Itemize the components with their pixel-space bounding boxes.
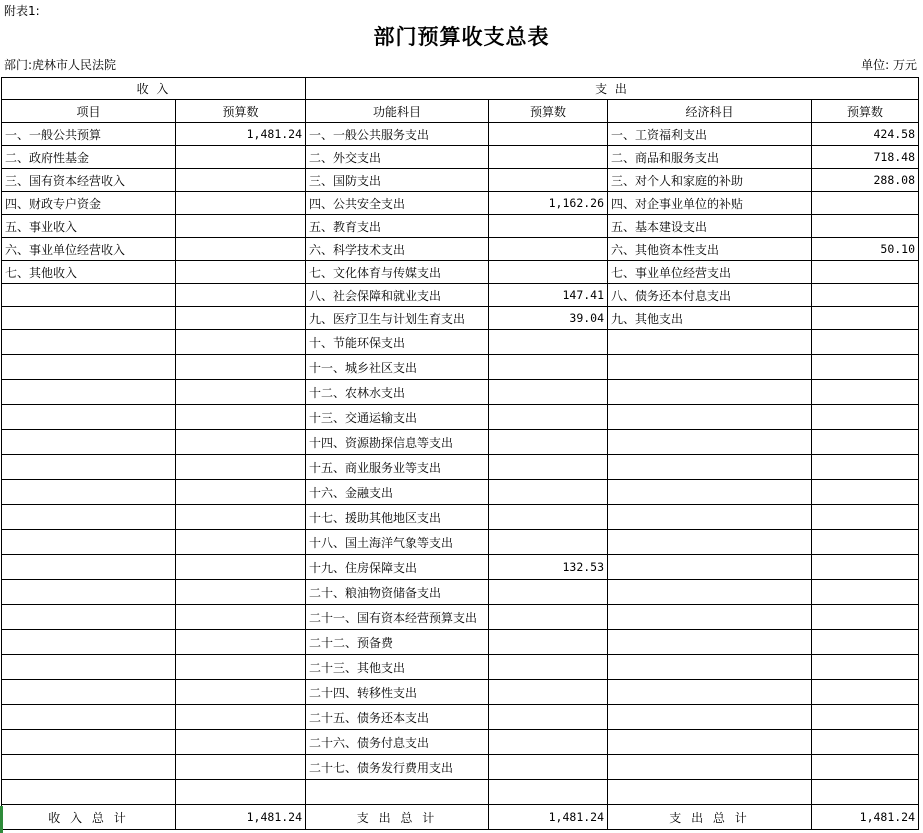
economic-item-cell [608, 505, 812, 530]
function-total-label: 支 出 总 计 [306, 805, 489, 830]
table-row [2, 780, 919, 805]
income-budget-cell [176, 261, 306, 284]
income-budget-cell [176, 730, 306, 755]
expense-header: 支 出 [306, 78, 919, 100]
economic-item-cell [608, 530, 812, 555]
function-total-value: 1,481.24 [489, 805, 608, 830]
economic-item-cell [608, 430, 812, 455]
income-item-cell: 三、国有资本经营收入 [2, 169, 176, 192]
income-budget-cell [176, 284, 306, 307]
income-budget-header: 预算数 [176, 100, 306, 123]
income-budget-cell [176, 580, 306, 605]
function-budget-cell [489, 505, 608, 530]
function-budget-cell: 1,162.26 [489, 192, 608, 215]
table-row [2, 380, 919, 405]
function-header: 功能科目 [306, 100, 489, 123]
economic-item-cell [608, 380, 812, 405]
table-row [2, 530, 919, 555]
economic-budget-cell: 288.08 [812, 169, 919, 192]
income-budget-cell: 1,481.24 [176, 123, 306, 146]
function-budget-cell [489, 530, 608, 555]
income-total-label: 收 入 总 计 [2, 805, 176, 830]
economic-budget-cell [812, 355, 919, 380]
function-item-cell: 十、节能环保支出 [306, 330, 489, 355]
income-budget-cell [176, 480, 306, 505]
function-item-cell: 一、一般公共服务支出 [306, 123, 489, 146]
function-budget-cell [489, 405, 608, 430]
function-item-cell: 二十一、国有资本经营预算支出 [306, 605, 489, 630]
economic-budget-cell [812, 261, 919, 284]
unit-label: 单位: 万元 [861, 58, 917, 72]
income-budget-cell [176, 655, 306, 680]
income-item-cell [2, 455, 176, 480]
economic-budget-cell: 50.10 [812, 238, 919, 261]
income-budget-cell [176, 530, 306, 555]
function-item-cell: 九、医疗卫生与计划生育支出 [306, 307, 489, 330]
income-budget-cell [176, 505, 306, 530]
economic-item-cell [608, 705, 812, 730]
function-budget-cell: 132.53 [489, 555, 608, 580]
function-budget-cell [489, 380, 608, 405]
economic-item-cell: 一、工资福利支出 [608, 123, 812, 146]
income-item-cell: 二、政府性基金 [2, 146, 176, 169]
function-item-cell: 二十二、预备费 [306, 630, 489, 655]
header-row-2 [2, 100, 919, 123]
function-item-cell: 二十三、其他支出 [306, 655, 489, 680]
income-item-cell [2, 730, 176, 755]
function-item-cell: 二十五、债务还本支出 [306, 705, 489, 730]
table-row [2, 430, 919, 455]
economic-item-cell: 六、其他资本性支出 [608, 238, 812, 261]
income-budget-cell [176, 780, 306, 805]
economic-item-cell: 四、对企事业单位的补贴 [608, 192, 812, 215]
income-budget-cell [176, 238, 306, 261]
economic-item-cell [608, 605, 812, 630]
economic-budget-cell [812, 555, 919, 580]
function-budget-cell [489, 605, 608, 630]
table-row [2, 555, 919, 580]
function-budget-cell [489, 330, 608, 355]
economic-item-cell: 五、基本建设支出 [608, 215, 812, 238]
function-item-cell: 十四、资源勘探信息等支出 [306, 430, 489, 455]
income-item-cell [2, 755, 176, 780]
income-item-cell [2, 555, 176, 580]
economic-budget-cell [812, 307, 919, 330]
income-total-value: 1,481.24 [176, 805, 306, 830]
table-row [2, 215, 919, 238]
table-row [2, 630, 919, 655]
economic-budget-cell [812, 284, 919, 307]
economic-budget-cell [812, 680, 919, 705]
function-budget-cell [489, 261, 608, 284]
income-item-cell [2, 430, 176, 455]
table-row [2, 261, 919, 284]
page-title: 部门预算收支总表 [373, 25, 550, 49]
function-item-cell: 二十、粮油物资储备支出 [306, 580, 489, 605]
income-item-cell [2, 355, 176, 380]
function-budget-cell [489, 215, 608, 238]
table-row [2, 330, 919, 355]
economic-budget-cell [812, 580, 919, 605]
income-budget-cell [176, 215, 306, 238]
income-header: 收 入 [2, 78, 306, 100]
table-row [2, 307, 919, 330]
table-row [2, 680, 919, 705]
income-budget-cell [176, 355, 306, 380]
function-budget-cell [489, 655, 608, 680]
economic-item-cell [608, 555, 812, 580]
economic-budget-cell [812, 630, 919, 655]
function-budget-cell [489, 430, 608, 455]
income-item-cell [2, 380, 176, 405]
income-item-cell [2, 307, 176, 330]
function-budget-cell [489, 455, 608, 480]
economic-item-cell [608, 630, 812, 655]
table-row [2, 655, 919, 680]
function-budget-cell [489, 146, 608, 169]
income-budget-cell [176, 705, 306, 730]
economic-budget-cell [812, 330, 919, 355]
economic-budget-cell: 424.58 [812, 123, 919, 146]
function-budget-cell [489, 123, 608, 146]
function-item-cell: 十五、商业服务业等支出 [306, 455, 489, 480]
economic-item-cell [608, 455, 812, 480]
function-item-cell: 十一、城乡社区支出 [306, 355, 489, 380]
economic-item-cell [608, 730, 812, 755]
income-budget-cell [176, 405, 306, 430]
economic-item-cell [608, 405, 812, 430]
table-row [2, 705, 919, 730]
income-budget-cell [176, 680, 306, 705]
income-item-cell: 一、一般公共预算 [2, 123, 176, 146]
function-item-cell: 二十四、转移性支出 [306, 680, 489, 705]
economic-item-cell: 七、事业单位经营支出 [608, 261, 812, 284]
income-item-cell [2, 705, 176, 730]
economic-total-label: 支 出 总 计 [608, 805, 812, 830]
economic-item-cell [608, 780, 812, 805]
function-item-cell: 十三、交通运输支出 [306, 405, 489, 430]
income-item-cell [2, 580, 176, 605]
function-budget-cell [489, 780, 608, 805]
table-row [2, 730, 919, 755]
income-item-cell [2, 480, 176, 505]
economic-item-cell: 三、对个人和家庭的补助 [608, 169, 812, 192]
income-budget-cell [176, 605, 306, 630]
table-row [2, 123, 919, 146]
income-budget-cell [176, 330, 306, 355]
economic-budget-cell [812, 505, 919, 530]
economic-budget-cell [812, 780, 919, 805]
function-budget-cell [489, 169, 608, 192]
function-item-cell: 十六、金融支出 [306, 480, 489, 505]
function-item-cell: 二十七、债务发行费用支出 [306, 755, 489, 780]
function-item-cell: 四、公共安全支出 [306, 192, 489, 215]
economic-budget-cell [812, 530, 919, 555]
income-item-cell [2, 680, 176, 705]
function-item-cell: 二十六、债务付息支出 [306, 730, 489, 755]
totals-row [2, 805, 919, 830]
function-budget-cell [489, 630, 608, 655]
economic-budget-cell [812, 605, 919, 630]
table-row [2, 755, 919, 780]
function-budget-cell [489, 705, 608, 730]
income-budget-cell [176, 380, 306, 405]
function-item-cell: 三、国防支出 [306, 169, 489, 192]
table-row [2, 284, 919, 307]
income-budget-cell [176, 192, 306, 215]
table-row [2, 405, 919, 430]
function-budget-header: 预算数 [489, 100, 608, 123]
economic-budget-cell [812, 730, 919, 755]
economic-item-cell: 八、债务还本付息支出 [608, 284, 812, 307]
economic-budget-cell [812, 755, 919, 780]
economic-item-cell [608, 480, 812, 505]
economic-item-cell [608, 655, 812, 680]
income-budget-cell [176, 755, 306, 780]
economic-budget-header: 预算数 [812, 100, 919, 123]
function-budget-cell [489, 755, 608, 780]
table-row [2, 355, 919, 380]
table-row [2, 505, 919, 530]
table-row [2, 169, 919, 192]
economic-budget-cell [812, 380, 919, 405]
income-item-cell [2, 655, 176, 680]
function-item-cell: 十二、农林水支出 [306, 380, 489, 405]
function-item-cell: 二、外交支出 [306, 146, 489, 169]
income-item-cell [2, 530, 176, 555]
income-item-cell [2, 284, 176, 307]
economic-item-cell [608, 330, 812, 355]
function-item-cell: 七、文化体育与传媒支出 [306, 261, 489, 284]
function-item-cell [306, 780, 489, 805]
income-budget-cell [176, 307, 306, 330]
income-budget-cell [176, 430, 306, 455]
income-budget-cell [176, 630, 306, 655]
function-budget-cell [489, 480, 608, 505]
table-row [2, 455, 919, 480]
economic-header: 经济科目 [608, 100, 812, 123]
function-budget-cell: 147.41 [489, 284, 608, 307]
income-budget-cell [176, 555, 306, 580]
function-item-cell: 十九、住房保障支出 [306, 555, 489, 580]
department-label: 部门:虎林市人民法院 [4, 58, 117, 72]
income-item-cell: 七、其他收入 [2, 261, 176, 284]
header-row-1 [2, 78, 919, 100]
function-budget-cell [489, 238, 608, 261]
economic-budget-cell [812, 405, 919, 430]
table-row [2, 480, 919, 505]
income-budget-cell [176, 455, 306, 480]
table-row [2, 192, 919, 215]
economic-budget-cell [812, 705, 919, 730]
function-item-cell: 十八、国土海洋气象等支出 [306, 530, 489, 555]
economic-budget-cell [812, 215, 919, 238]
row-marker [0, 806, 3, 833]
economic-budget-cell [812, 655, 919, 680]
income-item-cell [2, 630, 176, 655]
income-item-cell [2, 780, 176, 805]
economic-budget-cell [812, 455, 919, 480]
budget-table [1, 77, 919, 830]
economic-item-cell [608, 580, 812, 605]
function-budget-cell [489, 680, 608, 705]
income-item-cell [2, 505, 176, 530]
economic-budget-cell [812, 430, 919, 455]
function-item-cell: 六、科学技术支出 [306, 238, 489, 261]
economic-item-cell [608, 680, 812, 705]
economic-item-cell [608, 755, 812, 780]
economic-total-value: 1,481.24 [812, 805, 919, 830]
function-item-cell: 五、教育支出 [306, 215, 489, 238]
income-budget-cell [176, 169, 306, 192]
table-row [2, 146, 919, 169]
income-budget-cell [176, 146, 306, 169]
economic-item-cell: 二、商品和服务支出 [608, 146, 812, 169]
income-item-cell [2, 605, 176, 630]
item-header: 项目 [2, 100, 176, 123]
table-row [2, 580, 919, 605]
economic-budget-cell [812, 192, 919, 215]
income-item-cell: 五、事业收入 [2, 215, 176, 238]
income-item-cell: 四、财政专户资金 [2, 192, 176, 215]
table-row [2, 238, 919, 261]
function-budget-cell [489, 355, 608, 380]
income-item-cell: 六、事业单位经营收入 [2, 238, 176, 261]
attachment-label: 附表1: [4, 4, 40, 18]
economic-budget-cell: 718.48 [812, 146, 919, 169]
function-budget-cell [489, 580, 608, 605]
economic-item-cell: 九、其他支出 [608, 307, 812, 330]
income-item-cell [2, 405, 176, 430]
income-item-cell [2, 330, 176, 355]
function-item-cell: 十七、援助其他地区支出 [306, 505, 489, 530]
function-item-cell: 八、社会保障和就业支出 [306, 284, 489, 307]
function-budget-cell: 39.04 [489, 307, 608, 330]
function-budget-cell [489, 730, 608, 755]
economic-item-cell [608, 355, 812, 380]
table-row [2, 605, 919, 630]
economic-budget-cell [812, 480, 919, 505]
